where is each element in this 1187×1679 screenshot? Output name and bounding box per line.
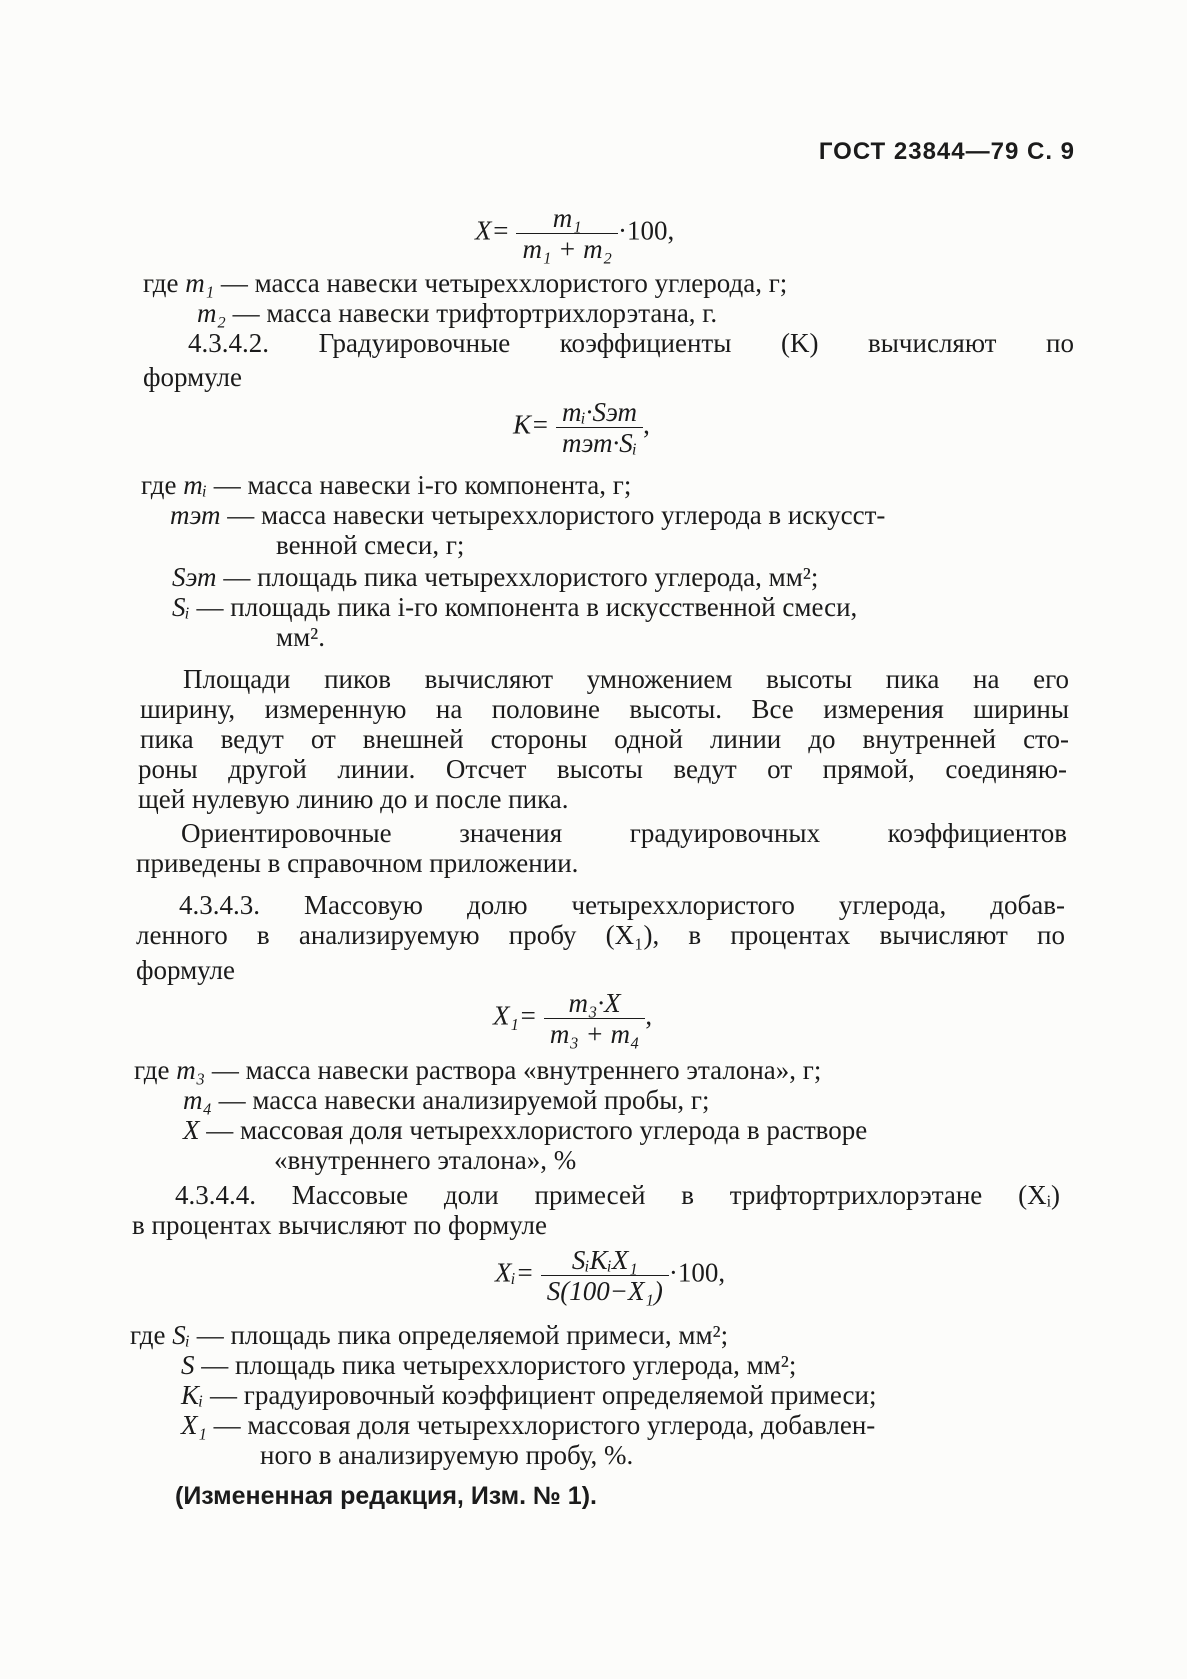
paragraph-line: Площади пиков вычисляют умножением высоты пика на его xyxy=(183,664,1069,694)
text-line: ного в анализируемую пробу, %. xyxy=(260,1440,634,1470)
paragraph-line: приведены в справочном приложении. xyxy=(136,848,579,878)
formula-fraction: $\frac{\text{SᵢKᵢX₁}}{\text{S(100−X₁)}}$ xyxy=(541,1245,669,1306)
definition-si-2: где Sᵢ — площадь пика определяемой примеси, мм²; xyxy=(130,1320,729,1350)
formula-mass-fraction: X= $\frac{\text{m₁}}{\text{m₁ + m₂}}$ ·100, xyxy=(475,203,675,264)
text-line: формуле xyxy=(136,955,235,985)
definition-met: mэт — масса навески четыреххлористого углерода в искусст- xyxy=(170,500,886,530)
formula-ccl4-fraction: X₁= $\frac{\text{m₃·X}}{\text{m₃ + m₄}}$ , xyxy=(493,988,653,1049)
paragraph-line: Ориентировочные значения градуировочных коэффициентов xyxy=(181,818,1067,848)
text-line: венной смеси, г; xyxy=(276,530,465,560)
text-line: мм². xyxy=(276,622,326,652)
definition-mi: где mᵢ — масса навески i-го компонента, г; xyxy=(141,470,632,500)
definition-m2: m₂ — масса навески трифтортрихлорэтана, г. xyxy=(197,298,718,328)
definition-m1: где m₁ — масса навески четыреххлористого углерода, г; xyxy=(143,268,788,298)
text-line: формуле xyxy=(143,362,242,392)
formula-impurity-fraction: Xᵢ= $\frac{\text{SᵢKᵢX₁}}{\text{S(100−X₁)}}$ ·100, xyxy=(495,1245,726,1306)
definition-m3: где m₃ — масса навески раствора «внутреннего эталона», г; xyxy=(134,1055,822,1085)
text-line: в процентах вычисляют по формуле xyxy=(132,1210,547,1240)
definition-m4: m₄ — масса навески анализируемой пробы, г; xyxy=(183,1085,710,1115)
definition-x: X — массовая доля четыреххлористого углерода в растворе xyxy=(183,1115,868,1145)
paragraph-4343: 4.3.4.3. Массовую долю четыреххлористого углерода, добав- xyxy=(179,890,1065,920)
text-line: «внутреннего эталона», % xyxy=(274,1145,577,1175)
formula-fraction: $\frac{\text{m₃·X}}{\text{m₃ + m₄}}$ xyxy=(544,988,646,1049)
formula-fraction: $\frac{\text{m₁}}{\text{m₁ + m₂}}$ xyxy=(516,203,618,264)
paragraph-4342: 4.3.4.2. Градуировочные коэффициенты (K) вычисляют по xyxy=(188,328,1074,358)
formula-fraction: $\frac{\text{mᵢ·Sэт}}{\text{mэт·Sᵢ}}$ xyxy=(556,397,643,458)
paragraph-line: ширину, измеренную на половине высоты. Все измерения ширины xyxy=(140,694,1069,724)
definition-x1: X₁ — массовая доля четыреххлористого углерода, добавлен- xyxy=(181,1410,876,1440)
page-header: ГОСТ 23844—79 С. 9 xyxy=(818,138,1075,165)
formula-calibration-coefficient: K= $\frac{\text{mᵢ·Sэт}}{\text{mэт·Sᵢ}}$ , xyxy=(513,397,650,458)
definition-s: S — площадь пика четыреххлористого углерода, мм²; xyxy=(181,1350,797,1380)
definition-ki: Kᵢ — градуировочный коэффициент определяемой примеси; xyxy=(181,1380,877,1410)
paragraph-line: роны другой линии. Отсчет высоты ведут от прямой, соединяю- xyxy=(138,754,1067,784)
definition-si: Sᵢ — площадь пика i-го компонента в искусственной смеси, xyxy=(172,592,858,622)
paragraph-line: щей нулевую линию до и после пика. xyxy=(138,784,569,814)
paragraph-line: пика ведут от внешней стороны одной линии до внутренней сто- xyxy=(140,724,1069,754)
paragraph-4344: 4.3.4.4. Массовые доли примесей в трифтортрихлорэтане (Xᵢ) xyxy=(175,1180,1060,1210)
revision-note: (Измененная редакция, Изм. № 1). xyxy=(175,1482,597,1510)
paragraph-line: ленного в анализируемую пробу (X₁), в процентах вычисляют по xyxy=(136,920,1065,950)
definition-set: Sэт — площадь пика четыреххлористого углерода, мм²; xyxy=(172,562,819,592)
